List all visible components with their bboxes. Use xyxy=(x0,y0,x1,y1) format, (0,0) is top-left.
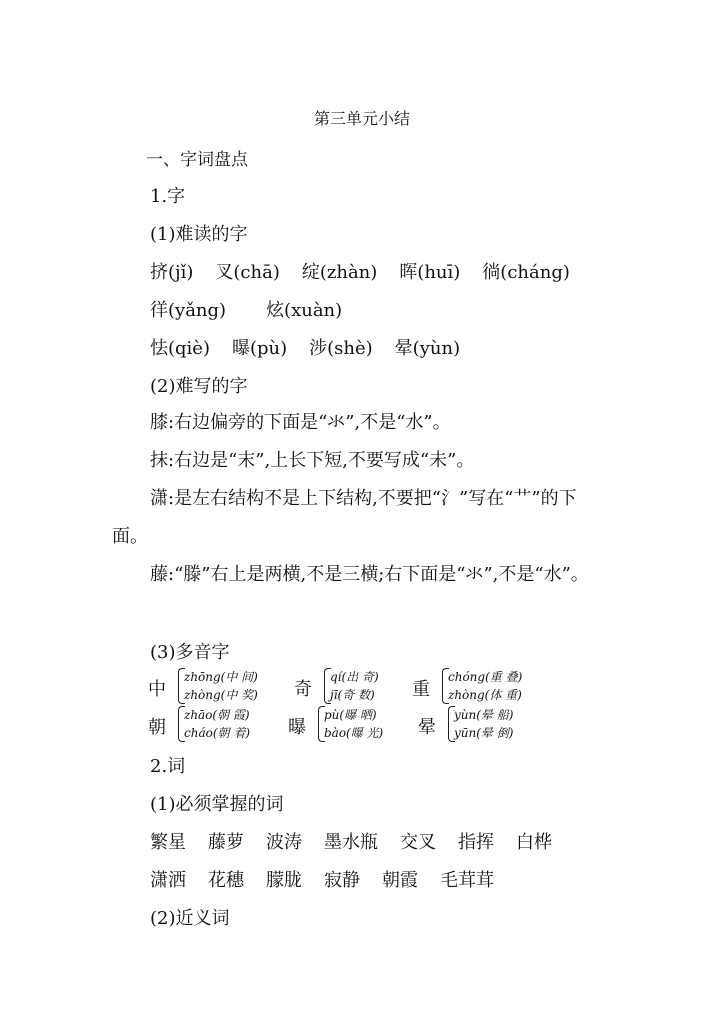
subsection-characters: 1.字 xyxy=(150,186,186,207)
polyphone-reading: cháo(朝 着) xyxy=(184,726,251,740)
polyphone-reading: zhòng(体 重) xyxy=(448,688,522,702)
char-item: 怯(qiè) xyxy=(150,338,210,359)
hard-read-row-2 xyxy=(150,296,342,322)
must-words-row-2 xyxy=(150,866,494,892)
must-words-heading: (1)必须掌握的词 xyxy=(150,794,284,815)
word-item: 指挥 xyxy=(458,832,494,853)
hard-write-note-4: 藤:“滕”右上是两横,不是三横;右下面是“氺”,不是“水”。 xyxy=(150,564,589,585)
polyphone-reading: yùn(晕 船) xyxy=(454,708,514,722)
polyphone-reading: pù(曝 晒) xyxy=(324,708,377,722)
polyphone-reading: zhòng(中 奖) xyxy=(184,688,258,702)
polyphone-char: 重 xyxy=(412,679,430,700)
synonyms-heading: (2)近义词 xyxy=(150,908,230,929)
polyphone-char: 朝 xyxy=(148,717,166,738)
char-item: 曝(pù) xyxy=(231,338,288,359)
word-item: 朝霞 xyxy=(382,870,418,891)
subsection-words: 2.词 xyxy=(150,756,186,777)
char-item: 徉(yǎng) xyxy=(150,300,227,321)
char-item: 涉(shè) xyxy=(309,338,373,359)
polyphone-reading: zhōng(中 间) xyxy=(184,670,258,684)
polyphone-reading: zhāo(朝 霞) xyxy=(184,708,250,722)
hard-write-note-3: 潇:是左右结构不是上下结构,不要把“氵”写在“艹”的下面。 xyxy=(112,488,577,547)
word-item: 毛茸茸 xyxy=(440,870,494,891)
char-item: 挤(jǐ) xyxy=(150,262,194,283)
polyphone-reading: yūn(晕 倒) xyxy=(454,726,514,740)
polyphone-reading: qí(出 奇) xyxy=(330,670,379,684)
hard-read-row-1 xyxy=(150,258,570,284)
page-title: 第三单元小结 xyxy=(313,109,410,128)
word-item: 白桦 xyxy=(516,832,552,853)
word-item: 寂静 xyxy=(324,870,360,891)
word-item: 繁星 xyxy=(150,832,186,853)
word-item: 藤萝 xyxy=(208,832,244,853)
word-item: 花穗 xyxy=(208,870,244,891)
word-item: 交叉 xyxy=(400,832,436,853)
char-item: 徜(cháng) xyxy=(482,262,570,283)
hard-write-heading: (2)难写的字 xyxy=(150,376,248,397)
hard-write-note-1: 膝:右边偏旁的下面是“氺”,不是“水”。 xyxy=(150,412,451,433)
section-heading-words: 一、字词盘点 xyxy=(146,150,248,170)
polyphone-char: 中 xyxy=(148,679,166,700)
polyphone-reading: bào(曝 光) xyxy=(324,726,384,740)
polyphone-heading: (3)多音字 xyxy=(150,642,230,663)
polyphone-char: 奇 xyxy=(294,679,312,700)
word-item: 波涛 xyxy=(266,832,302,853)
char-item: 晖(huī) xyxy=(399,262,461,283)
polyphone-char: 曝 xyxy=(288,717,306,738)
polyphone-row-2 xyxy=(148,704,588,744)
char-item: 叉(chā) xyxy=(215,262,280,283)
hard-read-heading: (1)难读的字 xyxy=(150,224,248,245)
word-item: 朦胧 xyxy=(266,870,302,891)
polyphone-reading: chóng(重 叠) xyxy=(448,670,523,684)
must-words-row-1 xyxy=(150,828,552,854)
char-item: 绽(zhàn) xyxy=(301,262,378,283)
word-item: 墨水瓶 xyxy=(324,832,378,853)
polyphone-char: 晕 xyxy=(418,717,436,738)
char-item: 炫(xuàn) xyxy=(266,300,343,321)
hard-write-note-2: 抹:右边是“末”,上长下短,不要写成“未”。 xyxy=(150,450,475,471)
polyphone-reading: jī(奇 数) xyxy=(330,688,375,702)
polyphone-row-1 xyxy=(148,666,588,706)
word-item: 潇洒 xyxy=(150,870,186,891)
char-item: 晕(yùn) xyxy=(394,338,461,359)
hard-read-row-3 xyxy=(150,334,460,360)
